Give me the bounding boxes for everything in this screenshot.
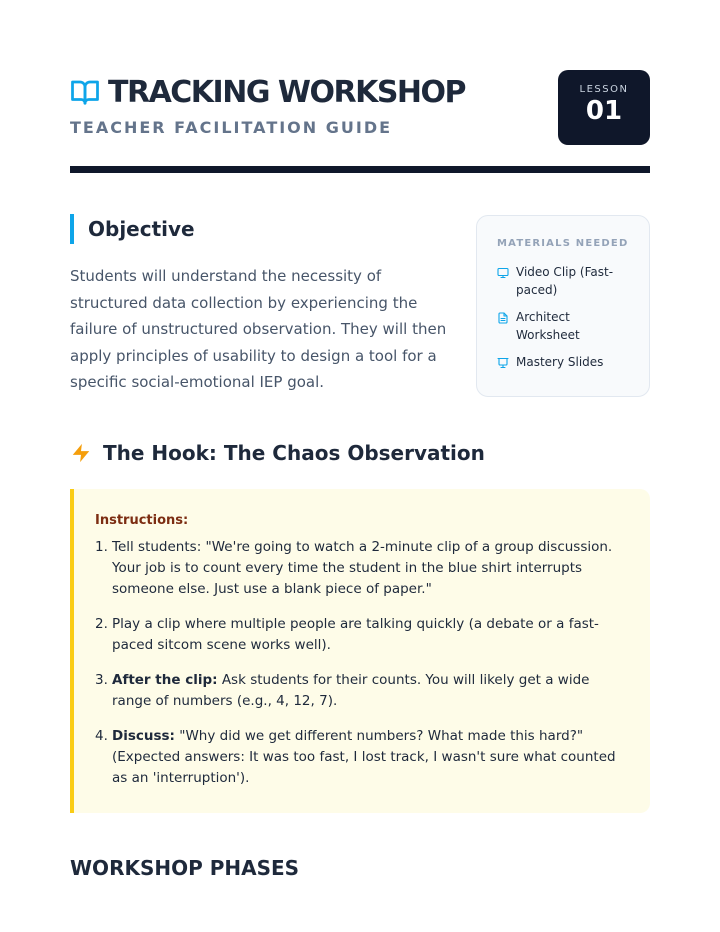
workshop-phases-heading: WORKSHOP PHASES — [70, 856, 300, 880]
hook-heading — [70, 438, 485, 468]
step-text: Tell students: "We're going to watch a 2-minute clip of a group discussion. Your job is to count every time the student in the blue shirt interrupts someone else. Just use a blank piece of paper." — [112, 539, 613, 597]
step-number: 1. — [95, 539, 108, 555]
step-bold-lead: After the clip: — [112, 672, 218, 688]
objective-heading — [70, 214, 195, 244]
material-item — [497, 353, 629, 371]
instructions-callout — [70, 489, 650, 813]
lightning-bolt-icon — [70, 442, 92, 464]
material-item — [497, 263, 629, 299]
step-text: Ask students for their counts. You will likely get a wide range of numbers (e.g., 4, 12, 7). — [112, 672, 590, 709]
step-body — [112, 614, 630, 656]
instruction-step — [95, 614, 630, 656]
material-label: Video Clip (Fast-paced) — [516, 265, 614, 297]
step-bold-lead: Discuss: — [112, 728, 175, 744]
step-text: "Why did we get different numbers? What made this hard?" (Expected answers: It was too fast, I lost track, I wasn't sure what counted as an 'interruption'). — [112, 728, 616, 786]
instruction-step — [95, 726, 630, 789]
material-label: Architect Worksheet — [516, 310, 580, 342]
document-icon — [497, 312, 509, 324]
hook-title: The Hook: The Chaos Observation — [103, 441, 485, 465]
step-number: 4. — [95, 728, 108, 744]
instructions-label: Instructions: — [95, 513, 189, 528]
header-divider — [70, 166, 650, 173]
step-body — [112, 670, 630, 712]
lesson-badge — [558, 70, 650, 145]
lesson-label: LESSON — [579, 84, 629, 95]
open-book-icon — [70, 77, 100, 107]
page-subtitle: TEACHER FACILITATION GUIDE — [70, 118, 393, 137]
materials-card — [476, 215, 650, 397]
lesson-number: 01 — [585, 96, 623, 126]
step-body — [112, 537, 630, 600]
page-header — [70, 70, 650, 170]
material-label: Mastery Slides — [516, 355, 604, 369]
instruction-step — [95, 670, 630, 712]
instruction-step — [95, 537, 630, 600]
instruction-steps — [95, 537, 630, 789]
step-number: 2. — [95, 616, 108, 632]
step-number: 3. — [95, 672, 108, 688]
page-title: TRACKING WORKSHOP — [108, 74, 466, 110]
presentation-icon — [497, 357, 509, 369]
step-text: Play a clip where multiple people are talking quickly (a debate or a fast-paced sitcom scene works well). — [112, 616, 599, 653]
objective-text: Students will understand the necessity of structured data collection by experiencing the failure of unstructured observation. They will then apply principles of usability to design a tool for a specific social-emotional IEP goal. — [70, 267, 447, 391]
material-item — [497, 308, 629, 344]
materials-title: MATERIALS NEEDED — [497, 238, 629, 249]
step-body — [112, 726, 630, 789]
monitor-icon — [497, 267, 509, 279]
objective-heading-text: Objective — [88, 217, 195, 241]
